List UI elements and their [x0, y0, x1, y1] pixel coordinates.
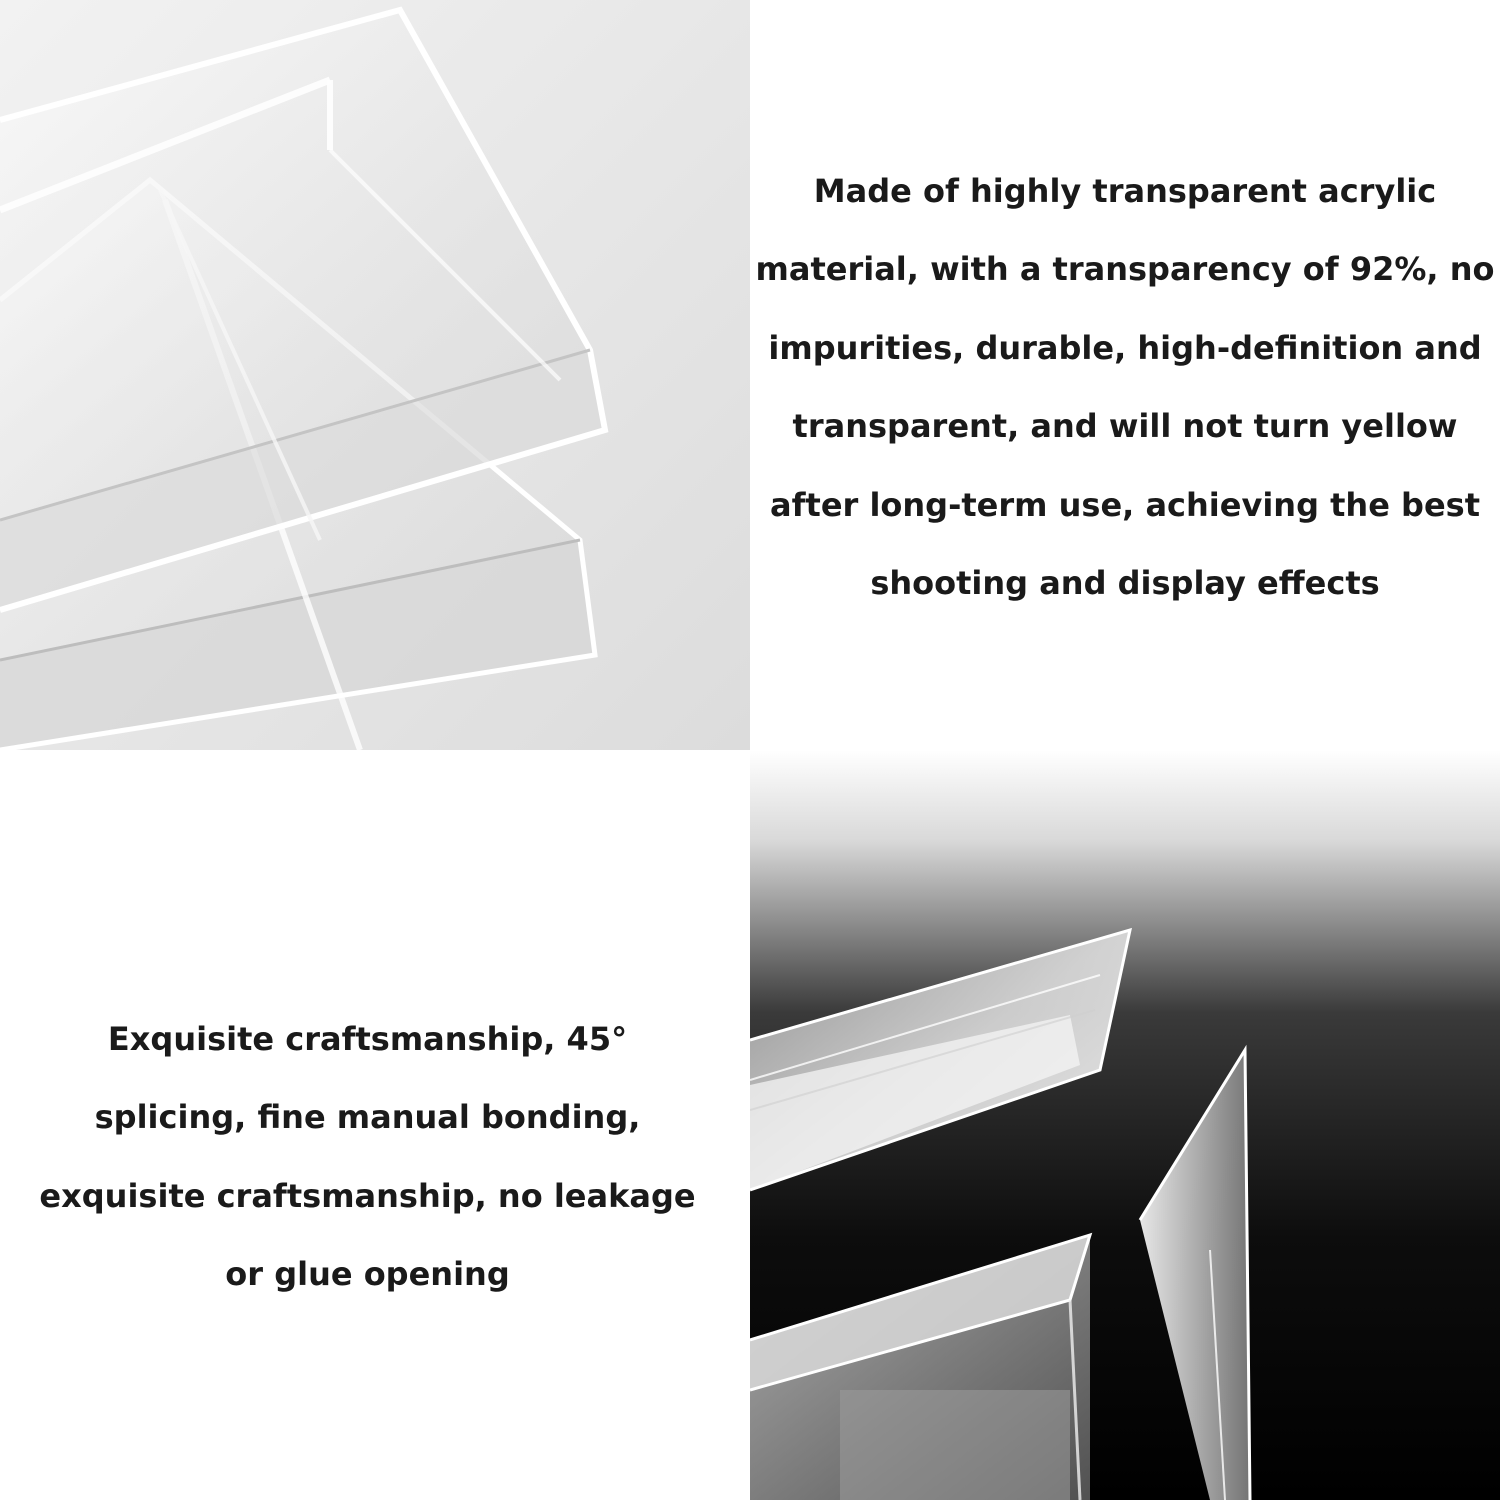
description-line: exquisite craftsmanship, no leakage	[39, 1176, 696, 1215]
description-line: transparent, and will not turn yellow	[792, 407, 1458, 446]
description-line: Exquisite craftsmanship, 45°	[107, 1020, 628, 1058]
craftsmanship-description	[0, 1000, 735, 1313]
description-line: after long-term use, achieving the best	[770, 485, 1480, 524]
mitered-corner-illustration	[750, 750, 1500, 1500]
description-line: Made of highly transparent acrylic	[813, 172, 1437, 210]
description-line: shooting and display effects	[870, 564, 1380, 603]
description-line: splicing, fine manual bonding,	[94, 1098, 641, 1137]
mitered-corner-photo	[750, 750, 1500, 1500]
acrylic-trays-photo	[0, 0, 750, 750]
acrylic-trays-illustration	[0, 0, 750, 750]
transparency-description	[750, 152, 1500, 622]
description-line: material, with a transparency of 92%, no	[755, 250, 1495, 289]
transparency-description-panel	[750, 0, 1500, 750]
description-line: or glue opening	[225, 1254, 510, 1293]
description-line: impurities, durable, high-definition and	[768, 328, 1482, 367]
